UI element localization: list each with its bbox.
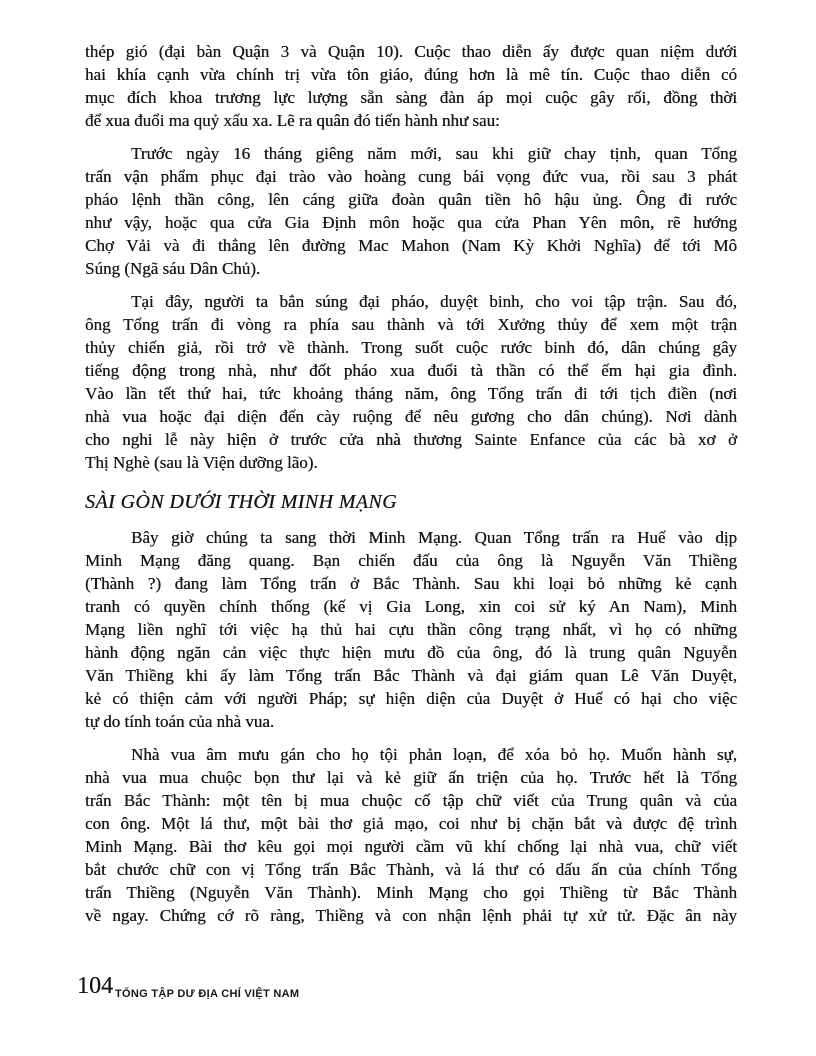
text-line: để xua đuổi ma quỷ xấu xa. Lẽ ra quân đó tiến hành như sau:: [85, 111, 500, 130]
text-line: bắt chước chữ con vị Tổng trấn Bắc Thành, và lá thư có dấu ấn của chính Tổng: [85, 860, 737, 879]
text-line: Chợ Vải và đi thẳng lên đường Mac Mahon (Nam Kỳ Khởi Nghĩa) để tới Mô: [85, 236, 737, 255]
text-line: ông Tổng trấn đi vòng ra phía sau thành và tới Xưởng thủy để xem một trận: [85, 315, 737, 334]
page-number: 104: [77, 973, 113, 999]
text-line: (Thành ?) đang làm Tổng trấn ở Bắc Thành. Sau khi loại bỏ những kẻ cạnh: [85, 574, 737, 593]
text-line: Vào lần tết thứ hai, tức khoảng tháng năm, ông Tổng trấn đi tới tịch điền (nơi: [85, 384, 737, 403]
text-line: thép gió (đại bàn Quận 3 và Quận 10). Cuộc thao diễn ấy được quan niệm dưới: [85, 42, 737, 61]
text-line: thủy chiến giả, rồi trở về thành. Trong suốt cuộc rước binh đó, dân chúng gây: [85, 338, 737, 357]
text-line: tự do tính toán của nhà vua.: [85, 712, 275, 731]
text-line: con ông. Một lá thư, một bài thơ giả mạo, coi như bị chặn bắt và được đệ trình: [85, 814, 737, 833]
text-line: kẻ có thiện cảm với người Pháp; sự hiện diện của Duyệt ở Huế có hại cho việc: [85, 689, 737, 708]
text-line: Minh Mạng đăng quang. Bạn chiến đấu của ông là Nguyễn Văn Thiềng: [85, 551, 737, 570]
text-line: Mạng liền nghĩ tới việc hạ thủ hai cựu thần công trạng nhất, vì họ có những: [85, 620, 737, 639]
paragraph: [85, 290, 737, 474]
page-footer: [77, 972, 737, 1000]
text-line: tranh có quyền chính thống (kế vị Gia Long, xin coi sử ký An Nam), Minh: [85, 597, 737, 616]
paragraph: [85, 142, 737, 280]
text-line: nhà vua hoặc đại diện đến cày ruộng để nêu gương cho dân chúng). Nơi dành: [85, 407, 737, 426]
text-line: Trước ngày 16 tháng giêng năm mới, sau khi giữ chay tịnh, quan Tổng: [131, 144, 737, 163]
text-line: hành động ngăn cản việc thực hiện mưu đồ của ông, đó là trung quân Nguyễn: [85, 643, 737, 662]
text-line: trấn vận phẩm phục đại trào vào hoàng cung bái vọng đức vua, rồi sau 3 phát: [85, 167, 737, 186]
text-line: trấn Thiềng (Nguyễn Văn Thành). Minh Mạng cho gọi Thiềng từ Bắc Thành: [85, 883, 737, 902]
text-line: hai khía cạnh vừa chính trị vừa tôn giáo, đúng hơn là mê tín. Cuộc thao diễn có: [85, 65, 737, 84]
text-line: về ngay. Chứng cớ rõ ràng, Thiềng và con nhận lệnh phải tự xử tử. Đặc ân này: [85, 906, 737, 925]
text-line: Nhà vua âm mưu gán cho họ tội phản loạn, để xóa bỏ họ. Muốn hành sự,: [131, 745, 737, 764]
text-line: Tại đây, người ta bắn súng đại pháo, duyệt binh, cho voi tập trận. Sau đó,: [131, 292, 737, 311]
text-line: Súng (Ngã sáu Dân Chủ).: [85, 259, 261, 278]
running-title: TỔNG TẬP DƯ ĐỊA CHÍ VIỆT NAM: [115, 988, 300, 1000]
text-line: Thị Nghè (sau là Viện dưỡng lão).: [85, 453, 318, 472]
paragraph: [85, 743, 737, 927]
text-line: cho nghi lễ này hiện ở trước cửa nhà thương Sainte Enfance của các bà xơ ở: [85, 430, 737, 449]
text-line: Minh Mạng. Bài thơ kêu gọi mọi người cầm vũ khí chống lại nhà vua, chữ viết: [85, 837, 737, 856]
text-column: [85, 40, 737, 927]
paragraph: [85, 40, 737, 132]
section-heading: SÀI GÒN DƯỚI THỜI MINH MẠNG: [85, 491, 397, 513]
text-line: Bây giờ chúng ta sang thời Minh Mạng. Quan Tổng trấn ra Huế vào dịp: [131, 528, 737, 547]
text-line: nhà vua mua chuộc bọn thư lại và kẻ giữ ấn triện của họ. Trước hết là Tổng: [85, 768, 737, 787]
paragraph: [85, 526, 737, 733]
text-line: trấn Bắc Thành: một tên bị mua chuộc cố tập chữ viết của Trung quân và của: [85, 791, 737, 810]
text-line: mục đích khoa trương lực lượng sẵn sàng đàn áp mọi cuộc gây rối, đồng thời: [85, 88, 737, 107]
text-line: tiếng động trong nhà, như đốt pháo xua đuổi tà thần có thể ếm hại gia đình.: [85, 361, 737, 380]
text-line: pháo lệnh thần công, lên cáng giữa đoàn quân tiền hô hậu ủng. Ông đi rước: [85, 190, 737, 209]
text-line: như vậy, hoặc qua cửa Gia Định môn hoặc qua cửa Phan Yên môn, rẽ hướng: [85, 213, 737, 232]
text-line: Văn Thiềng khi ấy làm Tổng trấn Bắc Thành và đại giám quan Lê Văn Duyệt,: [85, 666, 737, 685]
